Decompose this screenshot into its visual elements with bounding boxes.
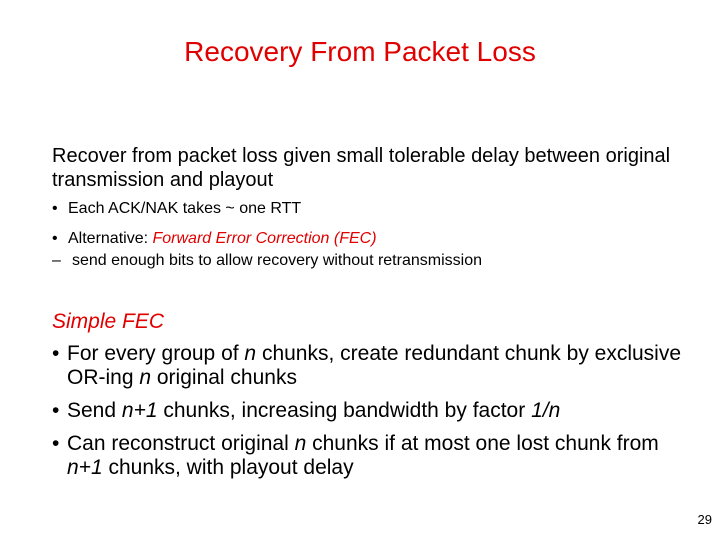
- bullet-prefix: Alternative:: [68, 230, 153, 247]
- fec-item: [52, 342, 682, 390]
- fec-item-text-a: Send: [67, 399, 122, 422]
- fec-item-text-a: For every group of: [67, 342, 245, 365]
- bullet-dot: •: [52, 200, 58, 217]
- fec-item-var: n: [139, 366, 152, 389]
- bullet-text: Each ACK/NAK takes ~ one RTT: [68, 200, 302, 217]
- bullet-dot: •: [52, 230, 58, 247]
- bullet-dot: •: [52, 432, 60, 455]
- fec-item-var: 1/n: [531, 399, 561, 422]
- fec-item-text-e: chunks, with playout delay: [102, 456, 354, 479]
- dash-marker: –: [52, 252, 61, 269]
- fec-item-text-c: chunks, increasing bandwidth by factor: [157, 399, 532, 422]
- fec-item-var: n+1: [67, 456, 103, 479]
- fec-item-text-c: chunks if at most one lost chunk from: [306, 432, 659, 455]
- fec-bullet-list: [52, 342, 682, 489]
- fec-item-var: n: [294, 432, 307, 455]
- intro-text: Recover from packet loss given small tolerable delay between original transmission and playout: [52, 145, 671, 191]
- slide-title: Recovery From Packet Loss: [184, 36, 536, 67]
- fec-item: [52, 399, 682, 423]
- fec-item-text-e: original chunks: [151, 366, 297, 389]
- fec-item-var: n+1: [121, 399, 158, 422]
- bullet-dot: •: [52, 342, 60, 365]
- page-number: 29: [697, 512, 712, 527]
- small-bullet-list: [52, 199, 692, 259]
- bullet-dot: •: [52, 399, 60, 422]
- bullet-ack-nak: [52, 199, 692, 229]
- fec-item-text-a: Can reconstruct original: [67, 432, 295, 455]
- simple-fec-heading: Simple FEC: [52, 310, 165, 333]
- sub-bullet-text: send enough bits to allow recovery without retransmission: [72, 252, 482, 269]
- fec-term: Forward Error Correction (FEC): [152, 230, 377, 247]
- fec-item-text-c: chunks, create redundant chunk by exclusive OR-ing: [67, 342, 682, 389]
- fec-item-var: n: [244, 342, 257, 365]
- fec-item: [52, 432, 682, 480]
